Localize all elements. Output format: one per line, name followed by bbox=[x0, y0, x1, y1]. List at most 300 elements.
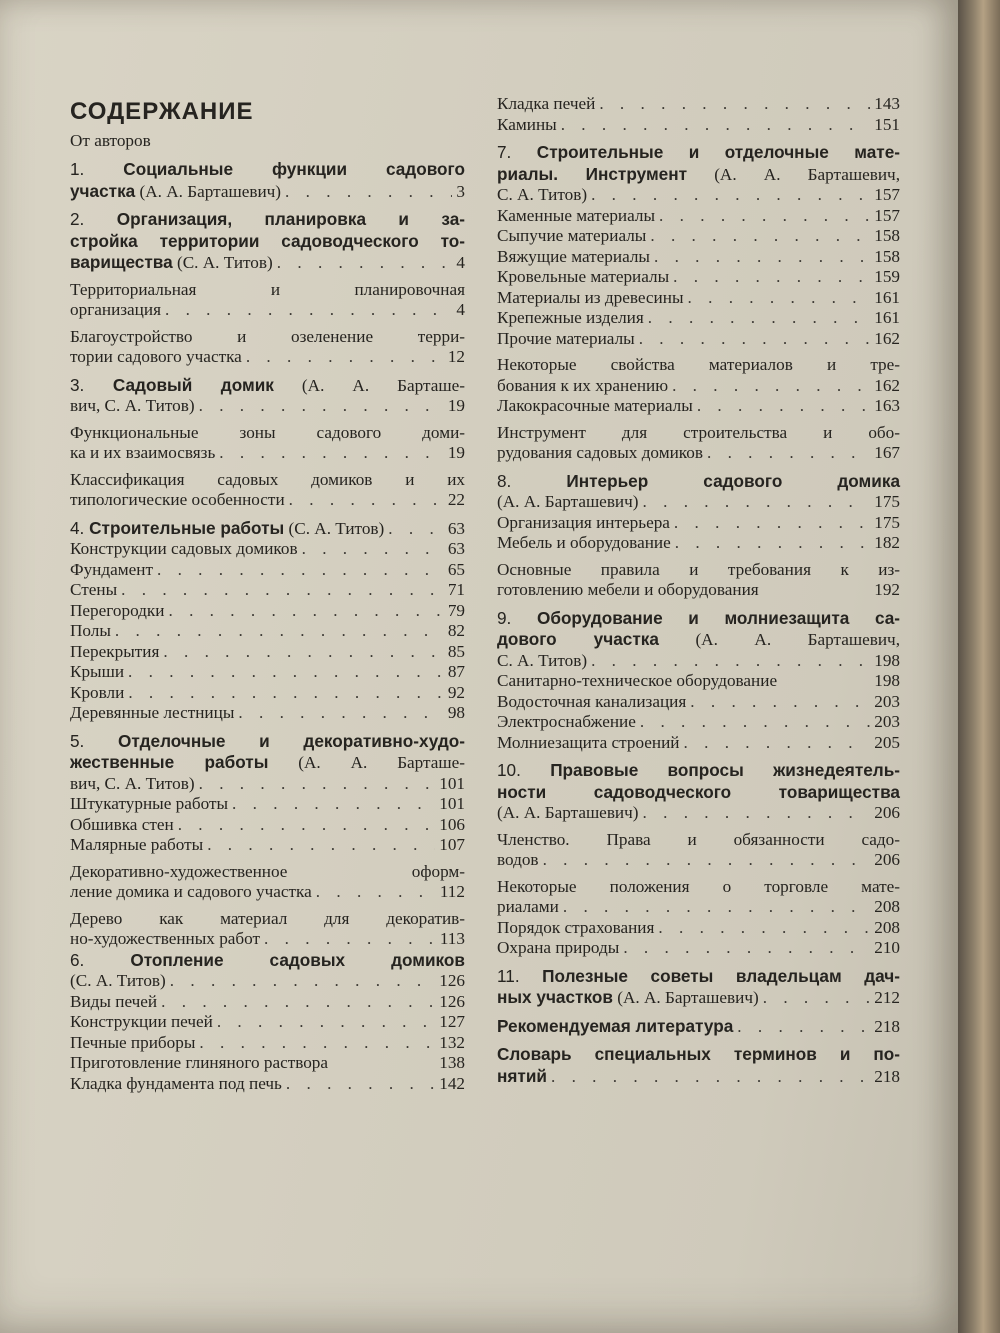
toc-page-number: 138 bbox=[439, 1053, 465, 1072]
toc-page-number: 127 bbox=[439, 1012, 465, 1031]
toc-text-segment: Оборудование и молниезащита са- bbox=[536, 607, 901, 628]
toc-item bbox=[497, 533, 900, 554]
toc-text-segment: (С. А. Титов) bbox=[284, 518, 385, 538]
toc-subsection bbox=[497, 560, 900, 601]
toc-item bbox=[70, 601, 465, 622]
toc-line bbox=[497, 1016, 900, 1038]
toc-text-segment: (А. А. Барташе- bbox=[273, 375, 465, 395]
toc-dot-leader bbox=[165, 300, 452, 321]
toc-item bbox=[70, 580, 465, 601]
toc-item bbox=[70, 835, 465, 856]
toc-page-number: 159 bbox=[874, 267, 900, 286]
toc-dot-leader bbox=[246, 347, 444, 368]
toc-text-segment: 9. bbox=[497, 607, 537, 628]
toc-page-number: 106 bbox=[439, 814, 465, 834]
toc-item bbox=[70, 703, 465, 724]
toc-page-number: 126 bbox=[439, 971, 465, 990]
toc-page-number: 142 bbox=[439, 1073, 465, 1093]
toc-page-number: 203 bbox=[874, 691, 900, 711]
toc-dot-leader bbox=[688, 288, 871, 309]
toc-text-segment: (А. А. Барташевич, bbox=[687, 164, 900, 184]
toc-section bbox=[497, 760, 900, 824]
toc-subsection bbox=[497, 877, 900, 918]
toc-dot-leader bbox=[289, 490, 444, 511]
toc-dot-leader bbox=[640, 712, 870, 733]
toc-text-segment: (А. А. Барташевич) bbox=[612, 988, 759, 1007]
toc-text-segment: Строительные и отделочные мате- bbox=[536, 142, 900, 162]
toc-dot-leader bbox=[623, 938, 870, 959]
toc-page-number: 167 bbox=[874, 443, 900, 462]
toc-line bbox=[497, 185, 900, 206]
toc-item bbox=[497, 329, 900, 350]
toc-entry-text: типологические особенности bbox=[70, 490, 285, 509]
toc-entry-text: Стены bbox=[70, 580, 118, 599]
toc-item bbox=[497, 513, 900, 534]
toc-text-segment: ных участков bbox=[497, 987, 613, 1007]
toc-item bbox=[497, 94, 900, 115]
toc-entry-text: ка и их взаимосвязь bbox=[70, 443, 216, 462]
toc-entry-text bbox=[497, 1016, 733, 1038]
toc-item bbox=[70, 992, 465, 1013]
toc-dot-leader bbox=[157, 560, 444, 581]
toc-entry-text: Крепежные изделия bbox=[497, 308, 644, 327]
toc-section bbox=[497, 1044, 900, 1087]
toc-page-number: 198 bbox=[874, 671, 900, 690]
toc-entry-text: Сыпучие материалы bbox=[497, 226, 647, 245]
toc-page-number: 205 bbox=[874, 732, 900, 752]
toc-page-number: 203 bbox=[874, 712, 900, 731]
toc-line bbox=[70, 231, 465, 253]
toc-entry-text: Вяжущие материалы bbox=[497, 246, 650, 266]
toc-section bbox=[70, 731, 465, 795]
toc-item bbox=[70, 1012, 465, 1033]
toc-line: Классификация садовых домиков и их bbox=[70, 469, 465, 489]
toc-left-entries bbox=[70, 159, 465, 1094]
toc-subsection bbox=[497, 355, 900, 396]
toc-entry-text bbox=[70, 396, 195, 417]
toc-dot-leader bbox=[659, 206, 870, 227]
toc-item bbox=[497, 115, 900, 136]
toc-entry-text bbox=[70, 971, 166, 992]
toc-subsection bbox=[70, 280, 465, 321]
toc-page-number: 71 bbox=[447, 580, 465, 599]
toc-dot-leader bbox=[128, 662, 444, 683]
toc-line: Членство. Права и обязанности садо- bbox=[497, 829, 900, 849]
toc-entry-text: Молниезащита строений bbox=[497, 732, 680, 752]
toc-page-number: 3 bbox=[456, 181, 465, 201]
toc-line bbox=[70, 971, 465, 992]
toc-entry-text: риалами bbox=[497, 897, 559, 916]
toc-page-number: 161 bbox=[874, 287, 900, 307]
toc-line bbox=[497, 443, 900, 464]
toc-page-number: 98 bbox=[447, 703, 465, 722]
toc-dot-leader bbox=[675, 533, 870, 554]
toc-page-number: 107 bbox=[439, 835, 465, 854]
toc-dot-leader bbox=[170, 971, 435, 992]
toc-entry-text bbox=[70, 252, 273, 274]
toc-entry-text: Прочие материалы bbox=[497, 328, 635, 348]
toc-page-number: 192 bbox=[874, 580, 900, 599]
toc-line bbox=[497, 987, 900, 1009]
toc-dot-leader bbox=[673, 267, 870, 288]
toc-dot-leader bbox=[285, 182, 452, 203]
toc-page-number: 92 bbox=[447, 682, 465, 702]
toc-line bbox=[70, 181, 465, 203]
toc-dot-leader bbox=[737, 1017, 870, 1038]
toc-entry-text: ление домика и садового участка bbox=[70, 882, 312, 901]
toc-item bbox=[497, 733, 900, 754]
toc-page-number: 161 bbox=[874, 308, 900, 327]
toc-page-number: 85 bbox=[447, 641, 465, 661]
toc-page-number: 157 bbox=[874, 185, 900, 204]
toc-dot-leader bbox=[563, 897, 870, 918]
toc-text-segment: участка bbox=[70, 180, 136, 201]
toc-dot-leader bbox=[121, 580, 444, 601]
toc-intro: От авторов bbox=[70, 130, 151, 150]
toc-entry-text: Штукатурные работы bbox=[70, 794, 229, 813]
toc-text-segment: С. А. Титов) bbox=[497, 185, 588, 204]
toc-section bbox=[70, 950, 465, 992]
toc-item bbox=[70, 662, 465, 683]
toc-line bbox=[70, 159, 465, 181]
toc-entry-text: бования к их хранению bbox=[497, 375, 669, 395]
toc-line bbox=[497, 1044, 900, 1066]
toc-text-segment: нятий bbox=[497, 1065, 547, 1086]
toc-item bbox=[70, 683, 465, 704]
toc-item bbox=[497, 308, 900, 329]
toc-entry-text: Конструкции садовых домиков bbox=[70, 539, 298, 558]
toc-line bbox=[497, 966, 900, 988]
toc-subsection bbox=[497, 830, 900, 871]
toc-entry-text: Санитарно-техническое оборудование bbox=[497, 671, 778, 690]
toc-dot-leader bbox=[697, 396, 870, 417]
toc-page-number: 4 bbox=[456, 300, 465, 319]
toc-page-number: 143 bbox=[874, 94, 900, 113]
toc-line: Функциональные зоны садового доми- bbox=[70, 422, 465, 442]
toc-dot-leader bbox=[650, 226, 870, 247]
toc-dot-leader bbox=[199, 774, 436, 795]
toc-text-segment: 6. bbox=[70, 949, 131, 970]
toc-dot-leader bbox=[161, 992, 435, 1013]
toc-dot-leader bbox=[286, 1074, 435, 1095]
toc-text-segment: Интерьер садового домика bbox=[566, 470, 901, 491]
toc-line bbox=[70, 209, 465, 231]
toc-line bbox=[497, 850, 900, 871]
toc-section bbox=[497, 471, 900, 513]
toc-item bbox=[70, 794, 465, 815]
toc-entry-text: Водосточная канализация bbox=[497, 691, 687, 711]
toc-dot-leader bbox=[551, 1067, 870, 1088]
toc-dot-leader bbox=[684, 733, 871, 754]
toc-page-number: 101 bbox=[439, 794, 465, 813]
toc-entry-text: Организация интерьера bbox=[497, 512, 670, 532]
toc-dot-leader bbox=[277, 253, 453, 274]
toc-page-number: 19 bbox=[447, 443, 465, 462]
toc-dot-leader bbox=[264, 929, 436, 950]
toc-page-number: 158 bbox=[874, 246, 900, 266]
toc-text-segment: стройка территории садоводческого то- bbox=[70, 230, 465, 251]
toc-line bbox=[70, 752, 465, 774]
toc-entry-text bbox=[70, 774, 195, 795]
toc-line: Декоративно-художественное оформ- bbox=[70, 861, 465, 881]
toc-page-number: 208 bbox=[874, 897, 900, 916]
toc-line bbox=[70, 443, 465, 464]
toc-page-number: 182 bbox=[874, 533, 900, 552]
toc-line bbox=[70, 396, 465, 417]
toc-page-number: 112 bbox=[439, 882, 465, 901]
toc-section bbox=[70, 209, 465, 274]
toc-line bbox=[497, 897, 900, 918]
toc-dot-leader bbox=[643, 803, 871, 824]
toc-subsection bbox=[70, 470, 465, 511]
toc-dot-leader bbox=[302, 539, 444, 560]
toc-dot-leader bbox=[599, 94, 870, 115]
toc-dot-leader bbox=[128, 683, 443, 704]
toc-item bbox=[497, 396, 900, 417]
toc-text-segment: риалы. Инструмент bbox=[497, 163, 688, 184]
toc-text-segment: Строительные работы bbox=[89, 517, 285, 538]
toc-entry-text bbox=[70, 181, 281, 203]
toc-entry-text bbox=[497, 987, 759, 1009]
toc-entry-text: Материалы из древесины bbox=[497, 287, 684, 307]
toc-text-segment: жественные работы bbox=[70, 752, 269, 772]
toc-line: Инструмент для строительства и обо- bbox=[497, 422, 900, 442]
toc-line bbox=[70, 929, 465, 950]
toc-line bbox=[497, 471, 900, 493]
toc-line bbox=[497, 142, 900, 164]
toc-text-segment: Правовые вопросы жизнедеятель- bbox=[550, 760, 901, 780]
toc-entry-text: Печные приборы bbox=[70, 1032, 196, 1052]
toc-line bbox=[70, 882, 465, 903]
toc-entry-text bbox=[497, 492, 639, 513]
toc-entry-text: Охрана природы bbox=[497, 938, 620, 957]
toc-page-number: 206 bbox=[874, 803, 900, 822]
toc-line bbox=[70, 518, 465, 540]
toc-dot-leader bbox=[217, 1012, 435, 1033]
toc-entry-text: Перекрытия bbox=[70, 641, 160, 661]
toc-dot-leader bbox=[207, 835, 435, 856]
toc-entry-text bbox=[497, 651, 587, 672]
toc-item bbox=[70, 539, 465, 560]
toc-dot-leader bbox=[168, 601, 443, 622]
toc-line: Некоторые положения о торговле мате- bbox=[497, 876, 900, 896]
toc-left-column bbox=[70, 94, 465, 1094]
toc-entry-text bbox=[497, 185, 587, 206]
toc-page-number: 87 bbox=[447, 662, 465, 681]
toc-dot-leader bbox=[561, 115, 871, 136]
toc-entry-text: Электроснабжение bbox=[497, 712, 636, 731]
toc-page-number: 162 bbox=[874, 328, 900, 348]
toc-text-segment: дового участка bbox=[497, 629, 659, 649]
toc-page-number: 63 bbox=[447, 518, 465, 538]
toc-dot-leader bbox=[639, 329, 871, 350]
toc-dot-leader bbox=[648, 308, 870, 329]
toc-section bbox=[497, 966, 900, 1009]
toc-page-number: 212 bbox=[874, 988, 900, 1007]
toc-entry-text: Камины bbox=[497, 114, 557, 134]
toc-text-segment: (А. А. Барташевич) bbox=[135, 181, 282, 201]
toc-entry-text: Мебель и оборудование bbox=[497, 533, 671, 552]
toc-item bbox=[70, 621, 465, 642]
toc-dot-leader bbox=[238, 703, 443, 724]
toc-dot-leader bbox=[199, 1033, 435, 1054]
toc-dot-leader bbox=[388, 519, 444, 540]
toc-entry-text bbox=[497, 1066, 547, 1088]
toc-line bbox=[497, 651, 900, 672]
toc-entry-text: Деревянные лестницы bbox=[70, 703, 235, 722]
toc-line: Территориальная и планировочная bbox=[70, 279, 465, 299]
toc-page-number: 163 bbox=[874, 396, 900, 415]
toc-line bbox=[70, 300, 465, 321]
toc-item bbox=[497, 247, 900, 268]
toc-page-number: 63 bbox=[447, 539, 465, 558]
toc-text-segment: Социальные функции садового bbox=[123, 159, 465, 179]
toc-line bbox=[497, 803, 900, 824]
toc-line bbox=[70, 375, 465, 397]
toc-text-segment: (А. А. Барташевич) bbox=[497, 803, 639, 822]
toc-entry-text: Полы bbox=[70, 621, 111, 640]
toc-entry-text: Кровли bbox=[70, 682, 125, 702]
toc-section bbox=[497, 142, 900, 206]
toc-text-segment: вич, С. А. Титов) bbox=[70, 396, 195, 415]
toc-page-number: 218 bbox=[874, 1016, 900, 1036]
toc-text-segment: 2. bbox=[70, 209, 117, 229]
toc-dot-leader bbox=[690, 692, 870, 713]
toc-text-segment: 11. bbox=[497, 965, 543, 986]
toc-dot-leader bbox=[591, 651, 870, 672]
toc-page-number: 175 bbox=[874, 512, 900, 532]
toc-entry-text: готовлению мебели и оборудования bbox=[497, 580, 759, 599]
toc-page-number: 82 bbox=[447, 621, 465, 640]
toc-text-segment: варищества bbox=[70, 252, 173, 272]
toc-page-number: 162 bbox=[874, 375, 900, 395]
toc-entry-text: рудования садовых домиков bbox=[497, 443, 703, 462]
toc-subsection bbox=[70, 327, 465, 368]
toc-item bbox=[70, 1033, 465, 1054]
toc-line: Благоустройство и озеленение терри- bbox=[70, 326, 465, 346]
toc-item bbox=[497, 918, 900, 939]
toc-entry-text: Фундамент bbox=[70, 559, 153, 579]
toc-dot-leader bbox=[658, 918, 870, 939]
toc-item bbox=[497, 712, 900, 733]
toc-right-entries bbox=[497, 94, 900, 1087]
toc-subsection bbox=[70, 862, 465, 903]
toc-entry-text: водов bbox=[497, 850, 539, 869]
toc-line: Основные правила и требования к из- bbox=[497, 559, 900, 579]
toc-section bbox=[70, 159, 465, 202]
toc-line bbox=[497, 760, 900, 782]
toc-entry-text: Перегородки bbox=[70, 600, 165, 620]
toc-page-number: 158 bbox=[874, 226, 900, 245]
toc-page-number: 101 bbox=[439, 773, 465, 793]
toc-text-segment: Садовый домик bbox=[112, 374, 274, 395]
toc-text-segment: Полезные советы владельцам дач- bbox=[542, 965, 900, 986]
toc-item bbox=[497, 288, 900, 309]
toc-text-segment: (А. А. Барташевич) bbox=[497, 492, 639, 511]
toc-subsection bbox=[70, 909, 465, 950]
toc-section bbox=[70, 375, 465, 417]
toc-entry-text: Каменные материалы bbox=[497, 205, 656, 225]
toc-page-number: 157 bbox=[874, 205, 900, 225]
toc-text-segment: Организация, планировка и за- bbox=[116, 209, 466, 229]
toc-line bbox=[70, 252, 465, 274]
toc-text-segment: 8. bbox=[497, 470, 567, 491]
toc-dot-leader bbox=[232, 794, 435, 815]
toc-page-number: 208 bbox=[874, 917, 900, 937]
toc-line bbox=[497, 580, 900, 601]
toc-entry-text: Обшивка стен bbox=[70, 814, 174, 834]
toc-text-segment: ности садоводческого товарищества bbox=[497, 781, 900, 802]
toc-section bbox=[497, 1016, 900, 1038]
toc-entry-text bbox=[70, 518, 384, 540]
toc-subsection bbox=[497, 423, 900, 464]
toc-text-segment: (А. А. Барташе- bbox=[268, 753, 465, 772]
toc-dot-leader bbox=[199, 396, 444, 417]
toc-line bbox=[497, 608, 900, 630]
toc-item bbox=[497, 226, 900, 247]
toc-section bbox=[497, 608, 900, 672]
toc-page-number: 12 bbox=[447, 347, 465, 366]
toc-item bbox=[70, 815, 465, 836]
toc-line bbox=[497, 492, 900, 513]
toc-subsection bbox=[70, 423, 465, 464]
toc-line: Некоторые свойства материалов и тре- bbox=[497, 355, 900, 374]
toc-line bbox=[70, 950, 465, 972]
toc-dot-leader bbox=[178, 815, 436, 836]
toc-page-number: 79 bbox=[447, 600, 465, 620]
toc-item bbox=[497, 671, 900, 692]
toc-page-number: 22 bbox=[447, 490, 465, 509]
toc-text-segment: Отделочные и декоративно-худо- bbox=[118, 730, 466, 751]
toc-dot-leader bbox=[643, 492, 871, 513]
toc-text-segment: Рекомендуемая литература bbox=[497, 1015, 734, 1036]
toc-line bbox=[70, 490, 465, 511]
toc-entry-text: но-художественных работ bbox=[70, 929, 261, 948]
toc-line bbox=[70, 731, 465, 753]
toc-dot-leader bbox=[763, 988, 871, 1009]
toc-item bbox=[497, 692, 900, 713]
toc-dot-leader bbox=[654, 247, 870, 268]
toc-item bbox=[70, 1074, 465, 1095]
toc-entry-text: Виды печей bbox=[70, 991, 158, 1011]
toc-page-number: 198 bbox=[874, 650, 900, 670]
toc-dot-leader bbox=[115, 621, 444, 642]
toc-page-number: 4 bbox=[456, 253, 465, 272]
toc-page-number: 113 bbox=[439, 929, 465, 948]
toc-page-number: 65 bbox=[447, 559, 465, 579]
toc-page-number: 210 bbox=[874, 938, 900, 957]
toc-page-number: 206 bbox=[874, 850, 900, 869]
toc-dot-leader bbox=[707, 443, 870, 464]
toc-text-segment: Отопление садовых домиков bbox=[130, 949, 465, 970]
toc-text-segment: 3. bbox=[70, 374, 113, 395]
toc-text-segment: вич, С. А. Титов) bbox=[70, 773, 195, 793]
toc-dot-leader bbox=[543, 850, 871, 871]
toc-entry-text: Порядок страхования bbox=[497, 917, 655, 937]
toc-entry-text: Кровельные материалы bbox=[497, 267, 670, 286]
toc-entry-text bbox=[497, 803, 639, 824]
toc-line bbox=[497, 629, 900, 651]
toc-title: СОДЕРЖАНИЕ bbox=[70, 98, 254, 125]
toc-text-segment: 4. bbox=[70, 517, 90, 538]
toc-entry-text: Конструкции печей bbox=[70, 1012, 213, 1031]
toc-text-segment: 5. bbox=[70, 730, 119, 751]
toc-line: Дерево как материал для декоратив- bbox=[70, 908, 465, 928]
toc-page-number: 175 bbox=[874, 492, 900, 511]
toc-entry-text: Приготовление глиняного раствора bbox=[70, 1053, 329, 1072]
toc-entry-text: Лакокрасочные материалы bbox=[497, 396, 693, 415]
toc-line bbox=[497, 376, 900, 397]
